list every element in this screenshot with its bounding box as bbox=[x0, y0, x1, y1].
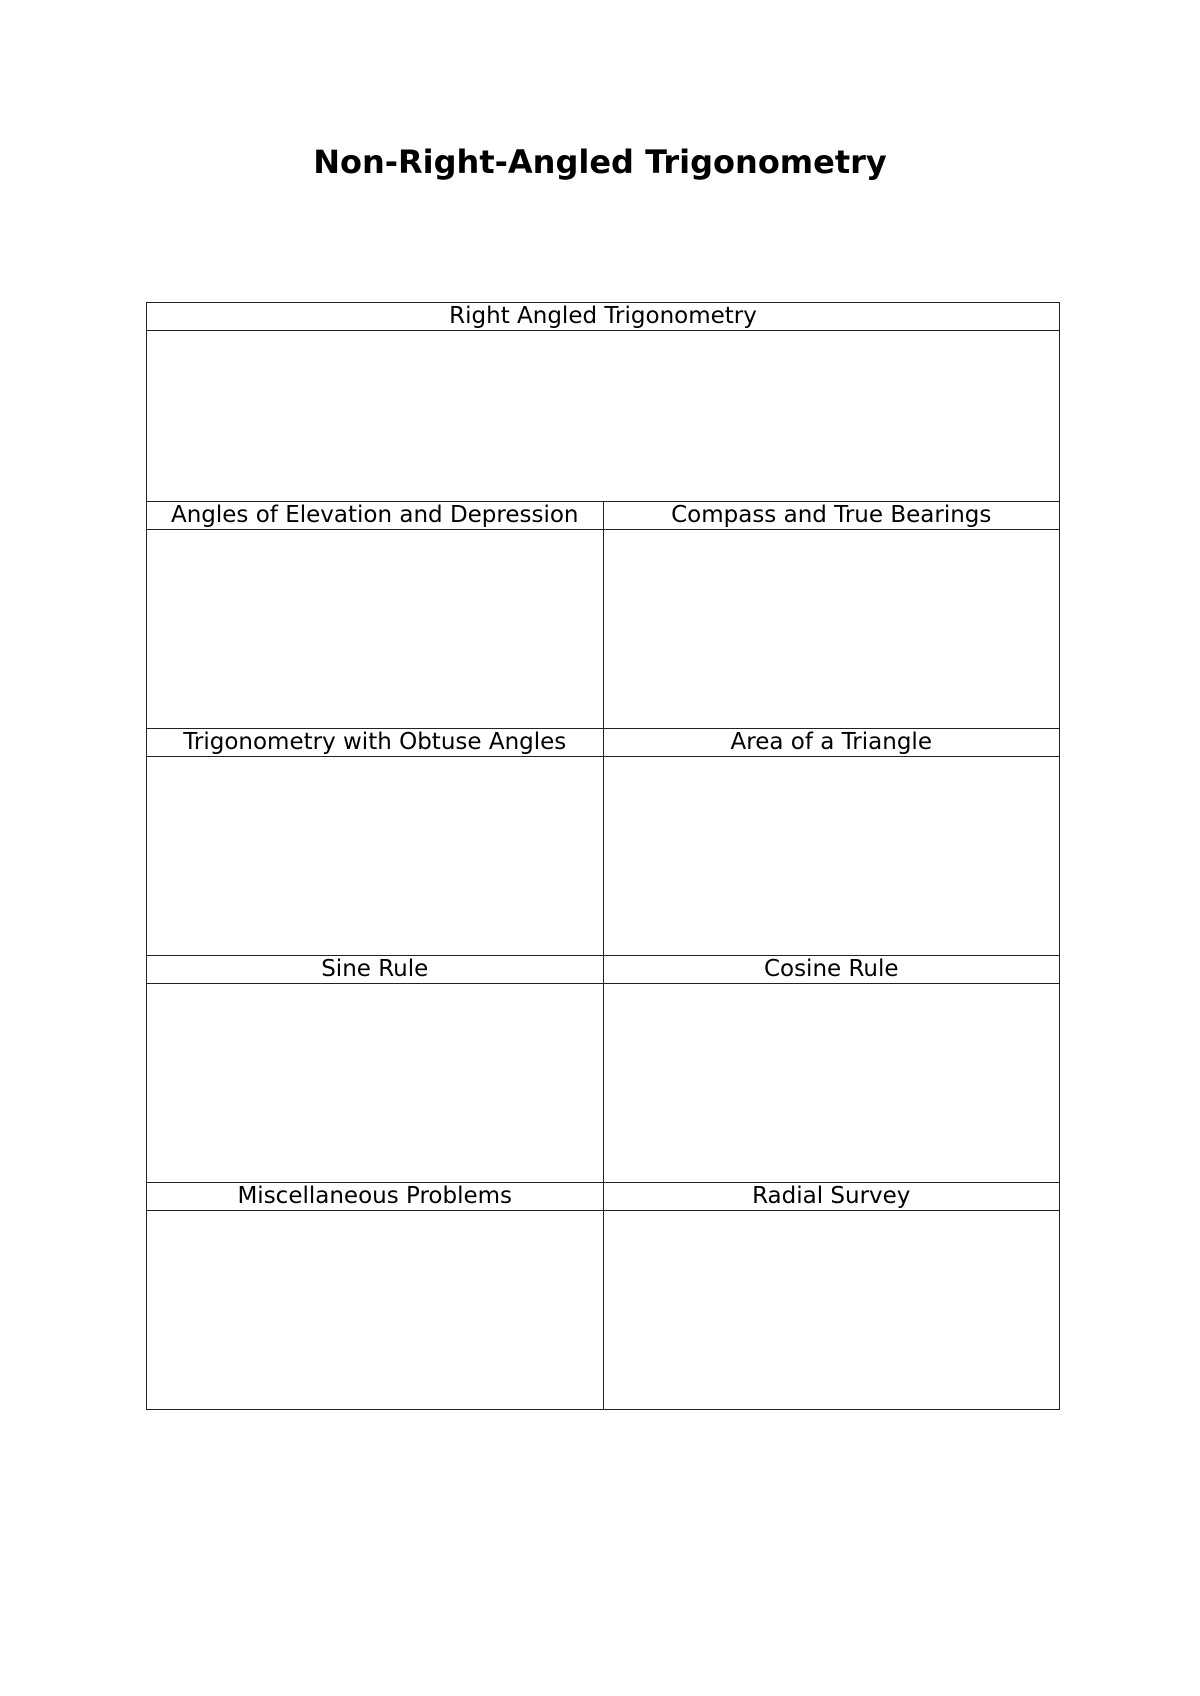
section-header-elevation-depression: Angles of Elevation and Depression bbox=[147, 502, 604, 530]
section-header-right-angled: Right Angled Trigonometry bbox=[147, 303, 1060, 331]
section-body-sine-rule[interactable] bbox=[147, 984, 604, 1183]
section-header-obtuse-angles: Trigonometry with Obtuse Angles bbox=[147, 729, 604, 757]
row-headers-2 bbox=[147, 502, 1060, 530]
section-body-miscellaneous[interactable] bbox=[147, 1211, 604, 1410]
section-body-right-angled[interactable] bbox=[147, 331, 1060, 502]
section-body-compass-bearings[interactable] bbox=[603, 530, 1060, 729]
row-bodies-2 bbox=[147, 530, 1060, 729]
section-body-elevation-depression[interactable] bbox=[147, 530, 604, 729]
section-header-compass-bearings: Compass and True Bearings bbox=[603, 502, 1060, 530]
section-body-radial-survey[interactable] bbox=[603, 1211, 1060, 1410]
section-header-miscellaneous: Miscellaneous Problems bbox=[147, 1183, 604, 1211]
section-body-area-triangle[interactable] bbox=[603, 757, 1060, 956]
section-header-radial-survey: Radial Survey bbox=[603, 1183, 1060, 1211]
section-body-obtuse-angles[interactable] bbox=[147, 757, 604, 956]
page-title: Non-Right-Angled Trigonometry bbox=[313, 143, 887, 181]
row-headers-4 bbox=[147, 956, 1060, 984]
row-headers-3 bbox=[147, 729, 1060, 757]
row-right-angled-header bbox=[147, 303, 1060, 331]
section-header-sine-rule: Sine Rule bbox=[147, 956, 604, 984]
row-bodies-5 bbox=[147, 1211, 1060, 1410]
notes-grid bbox=[146, 302, 1060, 1410]
section-header-cosine-rule: Cosine Rule bbox=[603, 956, 1060, 984]
row-bodies-3 bbox=[147, 757, 1060, 956]
section-header-area-triangle: Area of a Triangle bbox=[603, 729, 1060, 757]
row-bodies-4 bbox=[147, 984, 1060, 1183]
row-right-angled-body bbox=[147, 331, 1060, 502]
section-body-cosine-rule[interactable] bbox=[603, 984, 1060, 1183]
row-headers-5 bbox=[147, 1183, 1060, 1211]
